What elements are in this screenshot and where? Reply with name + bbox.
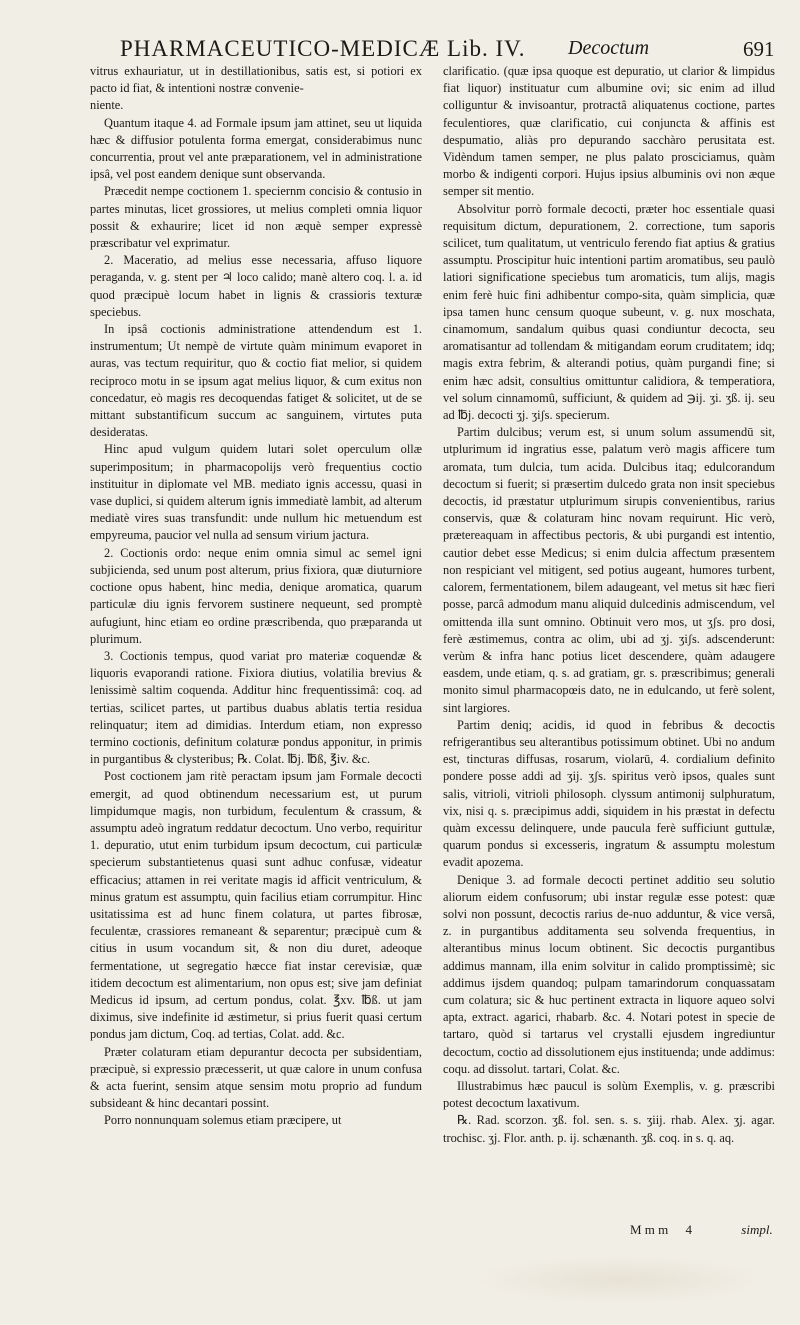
left-column-paragraph: Porro nonnunquam solemus etiam præcipere, ut [104, 1113, 342, 1128]
right-column [443, 63, 775, 1147]
right-column-paragraph: Partim deniq; acidis, id quod in febribus & decoctis refrigerantibus seu alterantibus potissimum obtinet. Ubi no andum est, tincturas diffusas, rosarum, violarū, 4. cordialium definito pondere posse addi ad ʒij. ʒʃs. spiritus verò ipsos, quales sunt salis, vitrioli, vitrioli philosoph. clyssum antimonij sulphuratum, vix, nisi q. s. præcipimus addi, siquidem in his præstat in defectu quàm excessu delinquere, unde paucula ferè sufficiunt guttulæ, quarum pondus si excesseris, ingratum & assumptu molestum evadit apozema. [443, 717, 775, 870]
page-footer [616, 1222, 773, 1238]
signature-mark: M m m [630, 1222, 669, 1237]
left-column-paragraph: vitrus exhauriatur, ut in destillationibus, satis est, si potiori ex pacto id fiat, & intentioni nostræ convenie- [90, 64, 422, 96]
paper-stain [470, 1255, 770, 1305]
left-column-paragraph: 3. Coctionis tempus, quod variat pro materiæ coquendæ & liquoris evaporandi ratione. Fixiora diutius, volatilia brevius & lenissimè saltim coquenda. Additur hinc frequentissimâ: coq. ad tertias, scilicet partes, ut partibus duabus ablatis tertia residua relinquatur; item ad dimidias. Interdum etiam, non expresso termino coctionis, definitum colaturæ pondus apponitur, in primis in purgantibus & clysteribus; ℞. Colat. ℔j. ℔ß, ℥iv. &c. [90, 648, 422, 767]
left-column-paragraph: Præter colaturam etiam depurantur decocta per subsidentiam, præcipuè, si expressio præcesserit, ut quæ calore in unum confusa & acta fuerint, sensim atque sensim motu proprio ad fundum subsideant & hinc decantari possint. [90, 1044, 422, 1111]
running-title: PHARMACEUTICO-MEDICÆ Lib. IV. [120, 36, 526, 61]
left-column-paragraph: niente. [90, 98, 124, 113]
left-column-paragraph: 2. Maceratio, ad melius esse necessaria, affuso liquore peraganda, v. g. stent per ♃ loco calido; manè altero coq. l. a. id quod præcipuè locum habet in lignis & crassioris texturæ speciebus. [90, 253, 422, 319]
left-column-paragraph: In ipsâ coctionis administratione attendendum est 1. instrumentum; Ut nempè de virtute quàm minimum evaporet in auras, vas tectum requiritur, quo & coctio fiat melior, si quidem reciproco motu in se ipsum agat melius liquor, & cum exitus non concedatur, eò magis res decoquendas fatiget & solicitet, ut de se mittant substantificum succum ac sanguinem, virtutes puta desideratas. [90, 322, 422, 440]
left-column-paragraph: Quantum itaque 4. ad Formale ipsum jam attinet, seu ut liquida hæc & diffusior potulenta forma emergat, considerabimus nunc concurrentia, prout vel ante præparationem, vel in administratione ipsâ, vel post eandem denique sunt observanda. [90, 115, 422, 182]
right-column-paragraph: Illustrabimus hæc paucul is solùm Exemplis, v. g. præscribi potest decoctum laxativum. [443, 1078, 775, 1111]
right-column-paragraph: Denique 3. ad formale decocti pertinet additio seu solutio aliorum eidem confusorum; ubi instar regulæ esse potest: quæ solvi non possunt, decoctis rarius de-nuo adduntur, & vice versâ, z. in purgantibus additamenta seu solvenda frequentius, in alterantibus minus locum obtinent. Sic decoctis purgantibus addimus mannam, illa enim solvitur in calido promptissimè; sic addimus ijsdem quandoq; pulpam tamarindorum conquassatam cum colatura; sic & huc pertinent extracta in liquore aqueo solvi apta, extract. agarici, rhabarb. &c. 4. Notari potest in specie de tartaro, quòd si tartarus vel crystalli ejusdem ingrediuntur decoctum, coctio ad dissolutionem ejus instituenda; unde addimus: coqu. ad dissolut. tartari, Colat. &c. [443, 872, 775, 1076]
page-number: 691 [743, 37, 775, 61]
left-column-paragraph: Post coctionem jam ritè peractam ipsum jam Formale decocti emergit, ad quod obtinendum necessarium est, ut purum limpidumque magis, non turbidum, feculentum & crassum, & assumptu adeò ingratum reddatur decoctum. Uno verbo, requiritur 1. depuratio, utut enim turbidum ipsum decoctum, cui particulæ specierum substantietenus quasi sunt adhuc confusæ, videatur efficacius; attamen in rei veritate magis id afficit ventriculum, & minus gratum est assumptu, quin facilius etiam corrumpitur. Hinc usitatissima est ad hunc finem colatura, ut partes fibrosæ, feculentæ, crassiores remaneant & separentur; præcipuè cum & citius in usum vocandum sit, & non diu duret, adeoque fermentatione, ut segregatio hæcce fiat instar cerevisiæ, quæ itidem decoctum est alimentarium, non opus est; sive jam definiat Medicus id ipsum, ad certum pondus, colat. ℥xv. ℔ß. ut jam diximus, sive indefinite id æstimetur, si prius fuerit quasi certum pondus jam dictum, Coq. ad tertias, Colat. add. &c. [90, 769, 422, 1042]
running-header [0, 36, 800, 66]
left-column-paragraph: Præcedit nempe coctionem 1. speciernm concisio & contusio in partes minutas, licet grossiores, ut melius completi omnia liquor possit & exhaurire; licet id non æquè semper expressè præscribatur vel exprimatur. [90, 184, 422, 251]
left-column [90, 63, 422, 1130]
right-column-paragraph: ℞. Rad. scorzon. ʒß. fol. sen. s. s. ʒiij. rhab. Alex. ʒj. agar. trochisc. ʒj. Flor. anth. p. ij. schænanth. ʒß. coq. in s. q. aq. [443, 1113, 775, 1145]
signature-number: 4 [685, 1222, 693, 1237]
right-column-paragraph: Partim dulcibus; verum est, si unum solum assumendū sit, utplurimum id ingratius esse, palatum verò magis afficere tum aromata, tum dulcia, tum acida. Dulcibus itaq; edulcorandum decoctum si fuerit; si præsertim dulcedo grata non insit speciebus decoctis, id præstatur utplurimum sirupis convenientibus, rarius conservis, quæ & colaturam hinc novam requirunt. Hic verò, prætereaquam in affectibus pectoris, & ubi purgandi est intentio, cautior debet esse Medicus; si enim dulcia affectum præsentem non respiciant vel mitigent, sed potius augeant, humores turbent, calorem, fermentationem, bilem adaugeant, vel metus sit hæc fieri posse, parcâ admodum manu aliquid dulcedinis admiscendum, vel omittenda illa sunt omnino. Obtinuit vero mos, ut ʒʃs. pro dosi, ferè æstimemus, contra ac olim, ubi ad ʒj. ʒiʃs. adscenderunt: verùm & infra hanc potius licet descendere, quàm adaugere easdem, unde etiam, q. s. ad gratiam, gr. s. præscribimus; generali monito simul pharmacopœis dato, ne in edulcando, ut ferè solent, sint largiores. [443, 425, 775, 715]
left-column-paragraph: Hinc apud vulgum quidem lutari solet operculum ollæ superimpositum; in pharmacopolijs verò frequentius coctio instituitur in diplomate vel MB. mediato ignis accessu, quasi in vase duplici, si quidem alterum ignis immediatè lambit, ad alterum mediatè vires suas transfundit: unde nullum hic metuendum est empyreuma, paucior vel nulla ad sensum virium jactura. [90, 442, 422, 543]
right-column-paragraph: clarificatio. (quæ ipsa quoque est depuratio, ut clarior & limpidus fiat liquor) instituatur cum albumine ovi; sic enim ad illud colliguntur & invisoantur, protractâ aliquatenus coctione, partes feculentiores, quæ clarificatio, cui conjuncta & affinis est despumatio, aliàs pro depurando sacchàro perusitata est. Vidèndum tamen semper, ne plus palato prosciciamus, quàm morbo & indigenti corpori. Hujus ipsius albuminis ovi non æque semper sit mentio. [443, 64, 775, 199]
left-column-paragraph: 2. Coctionis ordo: neque enim omnia simul ac semel igni subjicienda, sed unum post alterum, prius fixiora, quæ diuturniore coctione opus habent, hinc media, denique aromatica, quarum particulæ diu ignis fervorem sustinere nequeunt, sed promptè aufugiunt, hinc etiam eo ordine præscribenda, quo præparanda ut plurimum. [90, 545, 422, 646]
catchword: simpl. [741, 1222, 773, 1237]
running-section: Decoctum [568, 37, 650, 59]
right-column-paragraph: Absolvitur porrò formale decocti, præter hoc essentiale quasi requisitum dictum, depurationem, 2. correctione, tum saporis scilicet, tum qualitatum, ut ventriculo ferendo fiat aptius & gratius assumptu. Proscipitur huic intentioni partim aromatibus, seu paulò latiori significatione speciebus tum aromaticis, tum alijs, magis enim ferè huic fini adhibentur compo-sita, quàm simplicia, quæ ipsa tamen hunc censum quoque subeunt, v. g. nux moschata, cinamomum, sandalum quibus quasi condiuntur decocta, seu aromatisantur ad tollendam & mitigandam eorum cruditatem; idq; magis extra febrim, & alterandi potius, quàm purgandi fine; si enim hæc adsit, consultius omittuntur calidiora, & temperatiora, vel solum cinnamomû, sufficiunt, & quidem ad ℈ij. ʒi. ʒß. ij. seu ad ℔j. decocti ʒj. ʒiʃs. specierum. [443, 201, 775, 423]
